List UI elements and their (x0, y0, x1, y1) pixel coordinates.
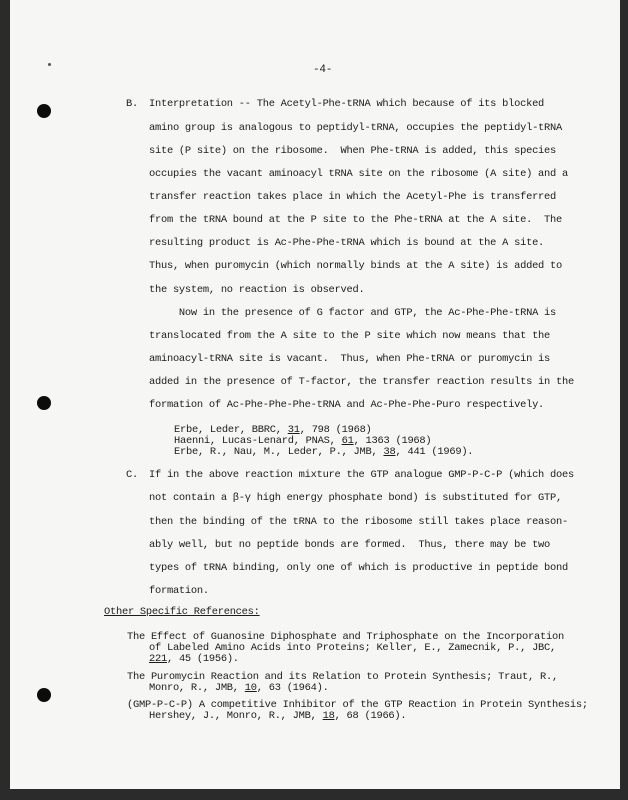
citation: Haenni, Lucas-Lenard, PNAS, 61, 1363 (1968) (174, 435, 432, 447)
text-line: formation of Ac-Phe-Phe-Phe-tRNA and Ac-Phe-Phe-Puro respectively. (149, 399, 545, 411)
reference-line: The Effect of Guanosine Diphosphate and Triphosphate on the Incorporation (127, 631, 564, 643)
reference-line: The Puromycin Reaction and its Relation to Protein Synthesis; Traut, R., (127, 671, 558, 683)
reference-line: Monro, R., JMB, 10, 63 (1964). (149, 682, 329, 694)
text-line: Interpretation -- The Acetyl-Phe-tRNA which because of its blocked (149, 98, 545, 110)
volume: 61 (341, 435, 354, 447)
text-line: then the binding of the tRNA to the ribosome still takes place reason- (149, 516, 568, 528)
text-line: resulting product is Ac-Phe-Phe-tRNA which is bound at the A site. (149, 237, 545, 249)
text-line: types of tRNA binding, only one of which is productive in peptide bond (149, 562, 568, 574)
text-line: the system, no reaction is observed. (149, 284, 365, 296)
text-line: from the tRNA bound at the P site to the Phe-tRNA at the A site. The (149, 214, 562, 226)
text-line: formation. (149, 585, 209, 597)
speck (48, 63, 51, 66)
text-line: added in the presence of T-factor, the transfer reaction results in the (149, 376, 574, 388)
section-heading: Other Specific References: (104, 606, 260, 618)
volume: 221 (149, 653, 167, 665)
reference-line: Hershey, J., Monro, R., JMB, 18, 68 (1966). (149, 710, 407, 722)
volume: 18 (322, 710, 335, 722)
text-line: aminoacyl-tRNA site is vacant. Thus, when Phe-tRNA or puromycin is (149, 353, 551, 365)
text-line: Thus, when puromycin (which normally binds at the A site) is added to (149, 260, 562, 272)
reference-line: of Labeled Amino Acids into Proteins; Keller, E., Zamecnik, P., JBC, (149, 642, 557, 654)
punch-hole (37, 396, 51, 410)
volume: 10 (244, 682, 257, 694)
citation: Erbe, R., Nau, M., Leder, P., JMB, 38, 441 (1969). (174, 446, 474, 458)
text-line: amino group is analogous to peptidyl-tRNA, occupies the peptidyl-tRNA (149, 122, 562, 134)
citation: Erbe, Leder, BBRC, 31, 798 (1968) (174, 424, 372, 436)
text-line: ably well, but no peptide bonds are formed. Thus, there may be two (149, 539, 551, 551)
text-line: occupies the vacant aminoacyl tRNA site on the ribosome (A site) and a (149, 168, 568, 180)
text-line: Now in the presence of G factor and GTP, the Ac-Phe-Phe-tRNA is (149, 307, 557, 319)
volume: 31 (287, 424, 300, 436)
punch-hole (37, 104, 51, 118)
section-letter: C. (126, 469, 138, 481)
volume: 38 (383, 446, 396, 458)
section-letter: B. (126, 98, 138, 110)
text-line: transfer reaction takes place in which the Acetyl-Phe is transferred (149, 191, 557, 203)
text-line: not contain a β-γ high energy phosphate bond) is substituted for GTP, (149, 492, 562, 504)
reference-line: (GMP-P-C-P) A competitive Inhibitor of the GTP Reaction in Protein Synthesis; (127, 699, 588, 711)
text-line: If in the above reaction mixture the GTP analogue GMP-P-C-P (which does (149, 469, 574, 481)
text-line: translocated from the A site to the P site which now means that the (149, 330, 551, 342)
page-number: -4- (313, 64, 333, 76)
text-line: site (P site) on the ribosome. When Phe-tRNA is added, this species (149, 145, 557, 157)
reference-line: 221, 45 (1956). (149, 653, 239, 665)
punch-hole (37, 688, 51, 702)
